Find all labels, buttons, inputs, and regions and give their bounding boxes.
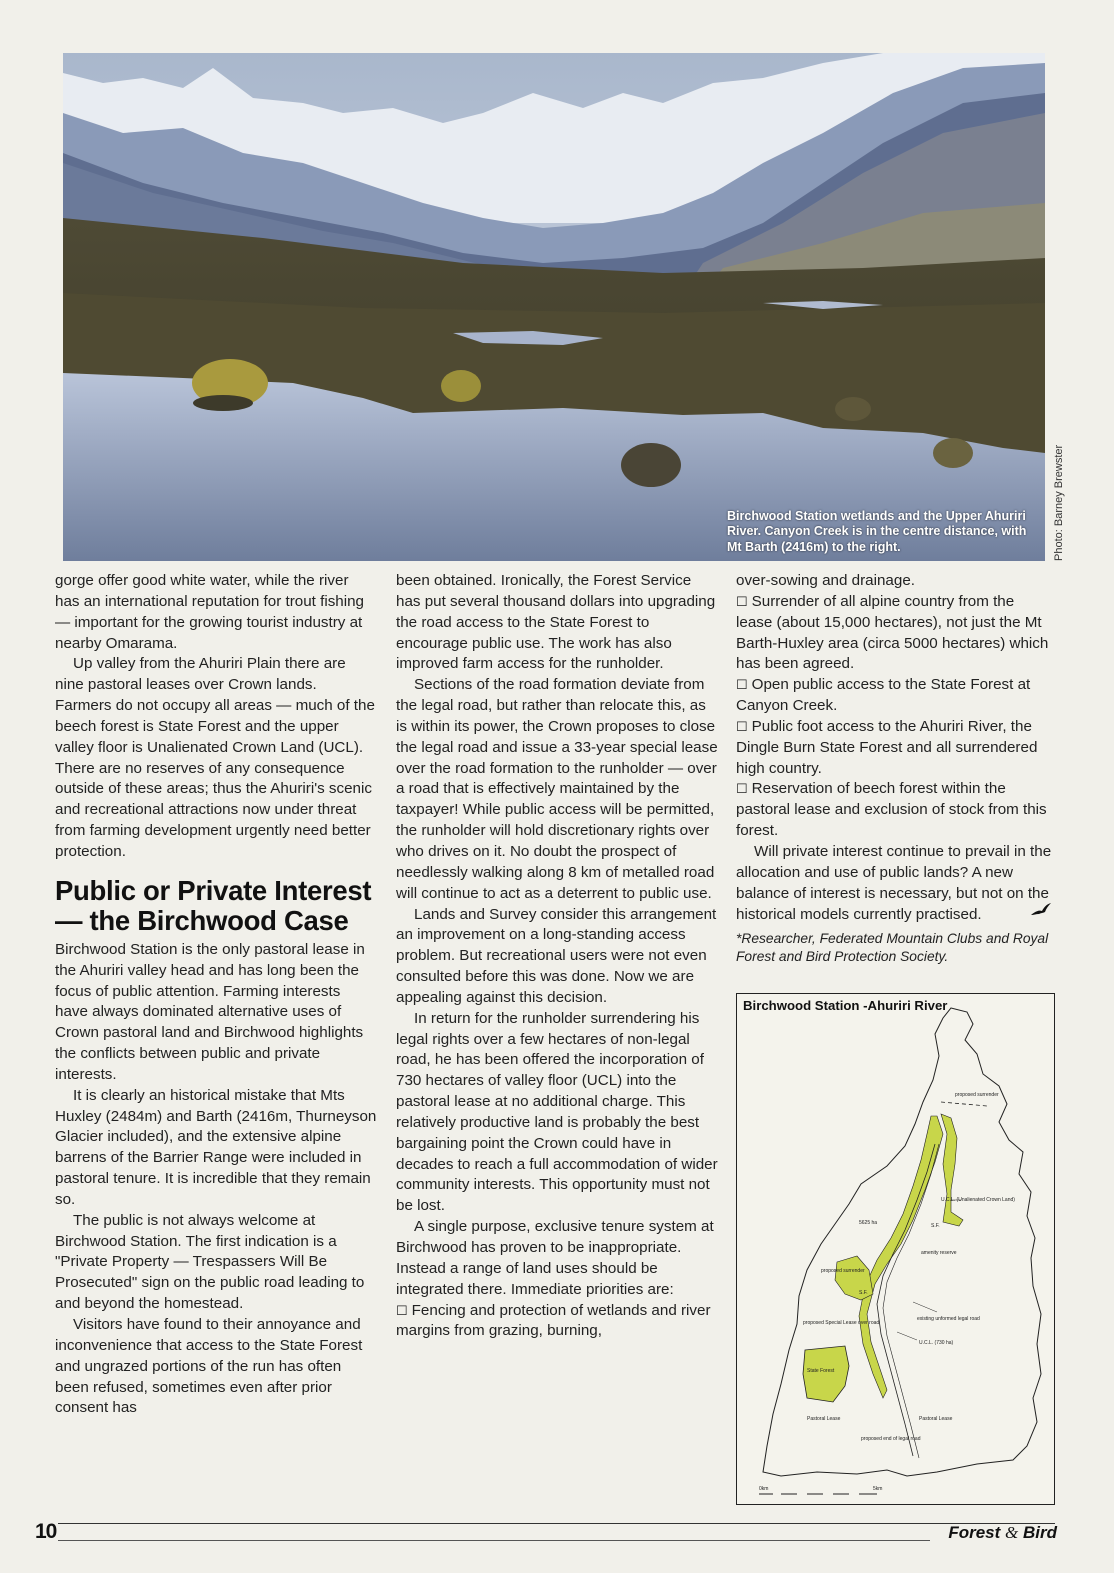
- label-amenity: amenity reserve: [921, 1250, 957, 1256]
- priority-item-4: [736, 717, 1052, 780]
- priority-item-4-text: Public foot access to the Ahuriri River, the Dingle Burn State Forest and all surrendered high country.: [736, 717, 1038, 777]
- label-proposed-surrender-left: proposed surrender: [821, 1268, 865, 1274]
- col2-paragraph-1: been obtained. Ironically, the Forest Service has put several thousand dollars into upgrading the road access to the State Forest to encourage public use. The work has also improved farm access for the runholder.: [396, 572, 716, 673]
- priority-item-5-text: Reservation of beech forest within the pastoral lease and exclusion of stock from this forest.: [736, 780, 1047, 840]
- priority-item-1: [396, 1301, 718, 1343]
- masthead-forest: Forest: [948, 1523, 1001, 1542]
- label-existing-road: existing unformed legal road: [917, 1316, 980, 1322]
- map-title: Birchwood Station -Ahuriri River: [743, 998, 948, 1013]
- footnote: *Researcher, Federated Mountain Clubs and Royal Forest and Bird Protection Society.: [736, 931, 1049, 965]
- sf-land-right: [941, 1114, 963, 1226]
- label-area-5625: 5625 ha: [859, 1220, 878, 1226]
- photo-caption: Birchwood Station wetlands and the Upper Ahuriri River. Canyon Creek is in the centre distance, with Mt Barth (2416m) to the right.: [727, 508, 1027, 554]
- footer-rule-lower: [58, 1540, 930, 1541]
- col2-paragraph-3: Lands and Survey consider this arrangement an improvement on a long-standing access problem. But recreational users were not even consulted before this was done. Now we are appealing against this decision.: [396, 905, 717, 1006]
- priority-item-3: [736, 675, 1052, 717]
- col1-paragraph-5: The public is not always welcome at Birchwood Station. The first indication is a "Private Property — Trespassers Will Be Prosecuted" sign on the public road leading to and beyond the homestead.: [55, 1211, 365, 1313]
- column-1: [55, 571, 377, 1419]
- label-sf-1: S.F.: [931, 1223, 940, 1229]
- map-figure: [736, 993, 1055, 1505]
- col2-paragraph-2: Sections of the road formation deviate from the legal road, but rather than relocate this, as is within its power, the Crown proposes to close the legal road and issue a 33-year special lease over the road formation to the runholder — over a road that is effectively maintained by the taxpayer! While public access will be permitted, the runholder will hold discretionary rights over who drives on it. No doubt the prospect of needlessly walking along 8 km of metalled road will continue to act as a deterrent to public use.: [396, 676, 718, 902]
- col3-paragraph-2: [736, 842, 1052, 925]
- col3-paragraph-1: over-sowing and drainage.: [736, 572, 915, 589]
- label-ucl-unalienated: U.C.L. (Unalienated Crown Land): [941, 1197, 1015, 1203]
- checkbox-icon: ☐: [736, 593, 748, 609]
- col1-paragraph-3: Birchwood Station is the only pastoral lease in the Ahuriri valley head and has long been the focus of public attention. Farming interests have always dominated alternative uses of Crown pastoral land and Birchwood highlights the conflicts between public and private interests.: [55, 940, 365, 1083]
- bird-icon: [1030, 901, 1052, 919]
- masthead: [948, 1523, 1057, 1543]
- col1-paragraph-2: Up valley from the Ahuriri Plain there are nine pastoral leases over Crown lands. Farmers do not occupy all areas — much of the beech forest is State Forest and the upper valley floor is Unalienated Crown Land (UCL). There are no reserves of any consequence outside of these areas; thus the Ahuriri's scenic and recreational attractions now under threat from farming development urgently need better protection.: [55, 655, 375, 860]
- label-state-forest: State Forest: [807, 1368, 835, 1374]
- column-2: [396, 571, 718, 1342]
- surrender-line: [941, 1102, 987, 1106]
- priority-item-1-text: Fencing and protection of wetlands and river margins from grazing, burning,: [396, 1301, 711, 1340]
- cover-photo: [63, 53, 1045, 561]
- footer-rule: [58, 1523, 1055, 1524]
- label-pastoral-left: Pastoral Lease: [807, 1416, 841, 1422]
- masthead-ampersand: &: [1005, 1523, 1019, 1542]
- col1-paragraph-4: It is clearly an historical mistake that Mts Huxley (2484m) and Barth (2416m, Thurneyson Glacier included), and the extensive alpine barrens of the Barrier Range were included in pastoral tenure. It is incredible that they remain so.: [55, 1086, 377, 1208]
- label-ucl-730: U.C.L. (730 ha): [919, 1340, 954, 1346]
- landscape-photo: [63, 53, 1045, 561]
- checkbox-icon: ☐: [396, 1302, 408, 1318]
- leader-line: [897, 1332, 917, 1340]
- label-scale-0: 0km: [759, 1486, 769, 1492]
- masthead-bird: Bird: [1023, 1523, 1057, 1542]
- leader-line: [913, 1302, 937, 1312]
- label-scale-5: 5km: [873, 1486, 883, 1492]
- col2-paragraph-4: In return for the runholder surrendering his legal rights over a few hectares of non-legal road, he has been offered the incorporation of 730 hectares of valley floor (UCL) into the pastoral lease at no additional charge. This relatively productive land is probably the best bargaining point the Crown could have in decades to reach a full accommodation of wider community interests. This opportunity must not be lost.: [396, 1009, 718, 1215]
- checkbox-icon: ☐: [736, 718, 748, 734]
- priority-item-2-text: Surrender of all alpine country from the lease (about 15,000 hectares), not just the Mt Barth-Huxley area (circa 5000 hectares) which has been agreed.: [736, 592, 1049, 673]
- checkbox-icon: ☐: [736, 781, 748, 797]
- col1-paragraph-6: Visitors have found to their annoyance and inconvenience that access to the State Forest and ungrazed portions of the run has often been refused, sometimes even after prior consent has: [55, 1316, 363, 1417]
- label-special-lease: proposed Special Lease over road: [803, 1320, 880, 1326]
- col3-paragraph-2-text: Will private interest continue to prevail in the allocation and use of public lands? A new balance of interest is necessary, but not on the historical models currently practised.: [736, 842, 1052, 923]
- ucl-land: [859, 1116, 943, 1398]
- label-proposed-surrender-top: proposed surrender: [955, 1092, 999, 1098]
- label-sf-2: S.F.: [859, 1290, 868, 1296]
- page-number: 10: [35, 1520, 57, 1543]
- map-drawing: [737, 994, 1056, 1506]
- label-pastoral-right: Pastoral Lease: [919, 1416, 953, 1422]
- river-line: [877, 1144, 935, 1456]
- article-heading: Public or Private Interest — the Birchwood Case: [55, 874, 372, 936]
- priority-item-3-text: Open public access to the State Forest at Canyon Creek.: [736, 676, 1031, 715]
- priority-item-5: [736, 779, 1052, 842]
- column-3: [736, 571, 1052, 966]
- label-proposed-end: proposed end of legal road: [861, 1436, 921, 1442]
- photo-credit: Photo: Barney Brewster: [1053, 444, 1065, 561]
- col2-paragraph-5: A single purpose, exclusive tenure system at Birchwood has proven to be inappropriate. Instead a range of land uses should be integrated there. Immediate priorities are:: [396, 1218, 714, 1298]
- state-forest-block: [803, 1346, 849, 1402]
- checkbox-icon: ☐: [736, 677, 748, 693]
- priority-item-2: [736, 592, 1052, 675]
- col1-paragraph-1: gorge offer good white water, while the river has an international reputation for trout fishing — important for the growing tourist industry at nearby Omarama.: [55, 572, 365, 652]
